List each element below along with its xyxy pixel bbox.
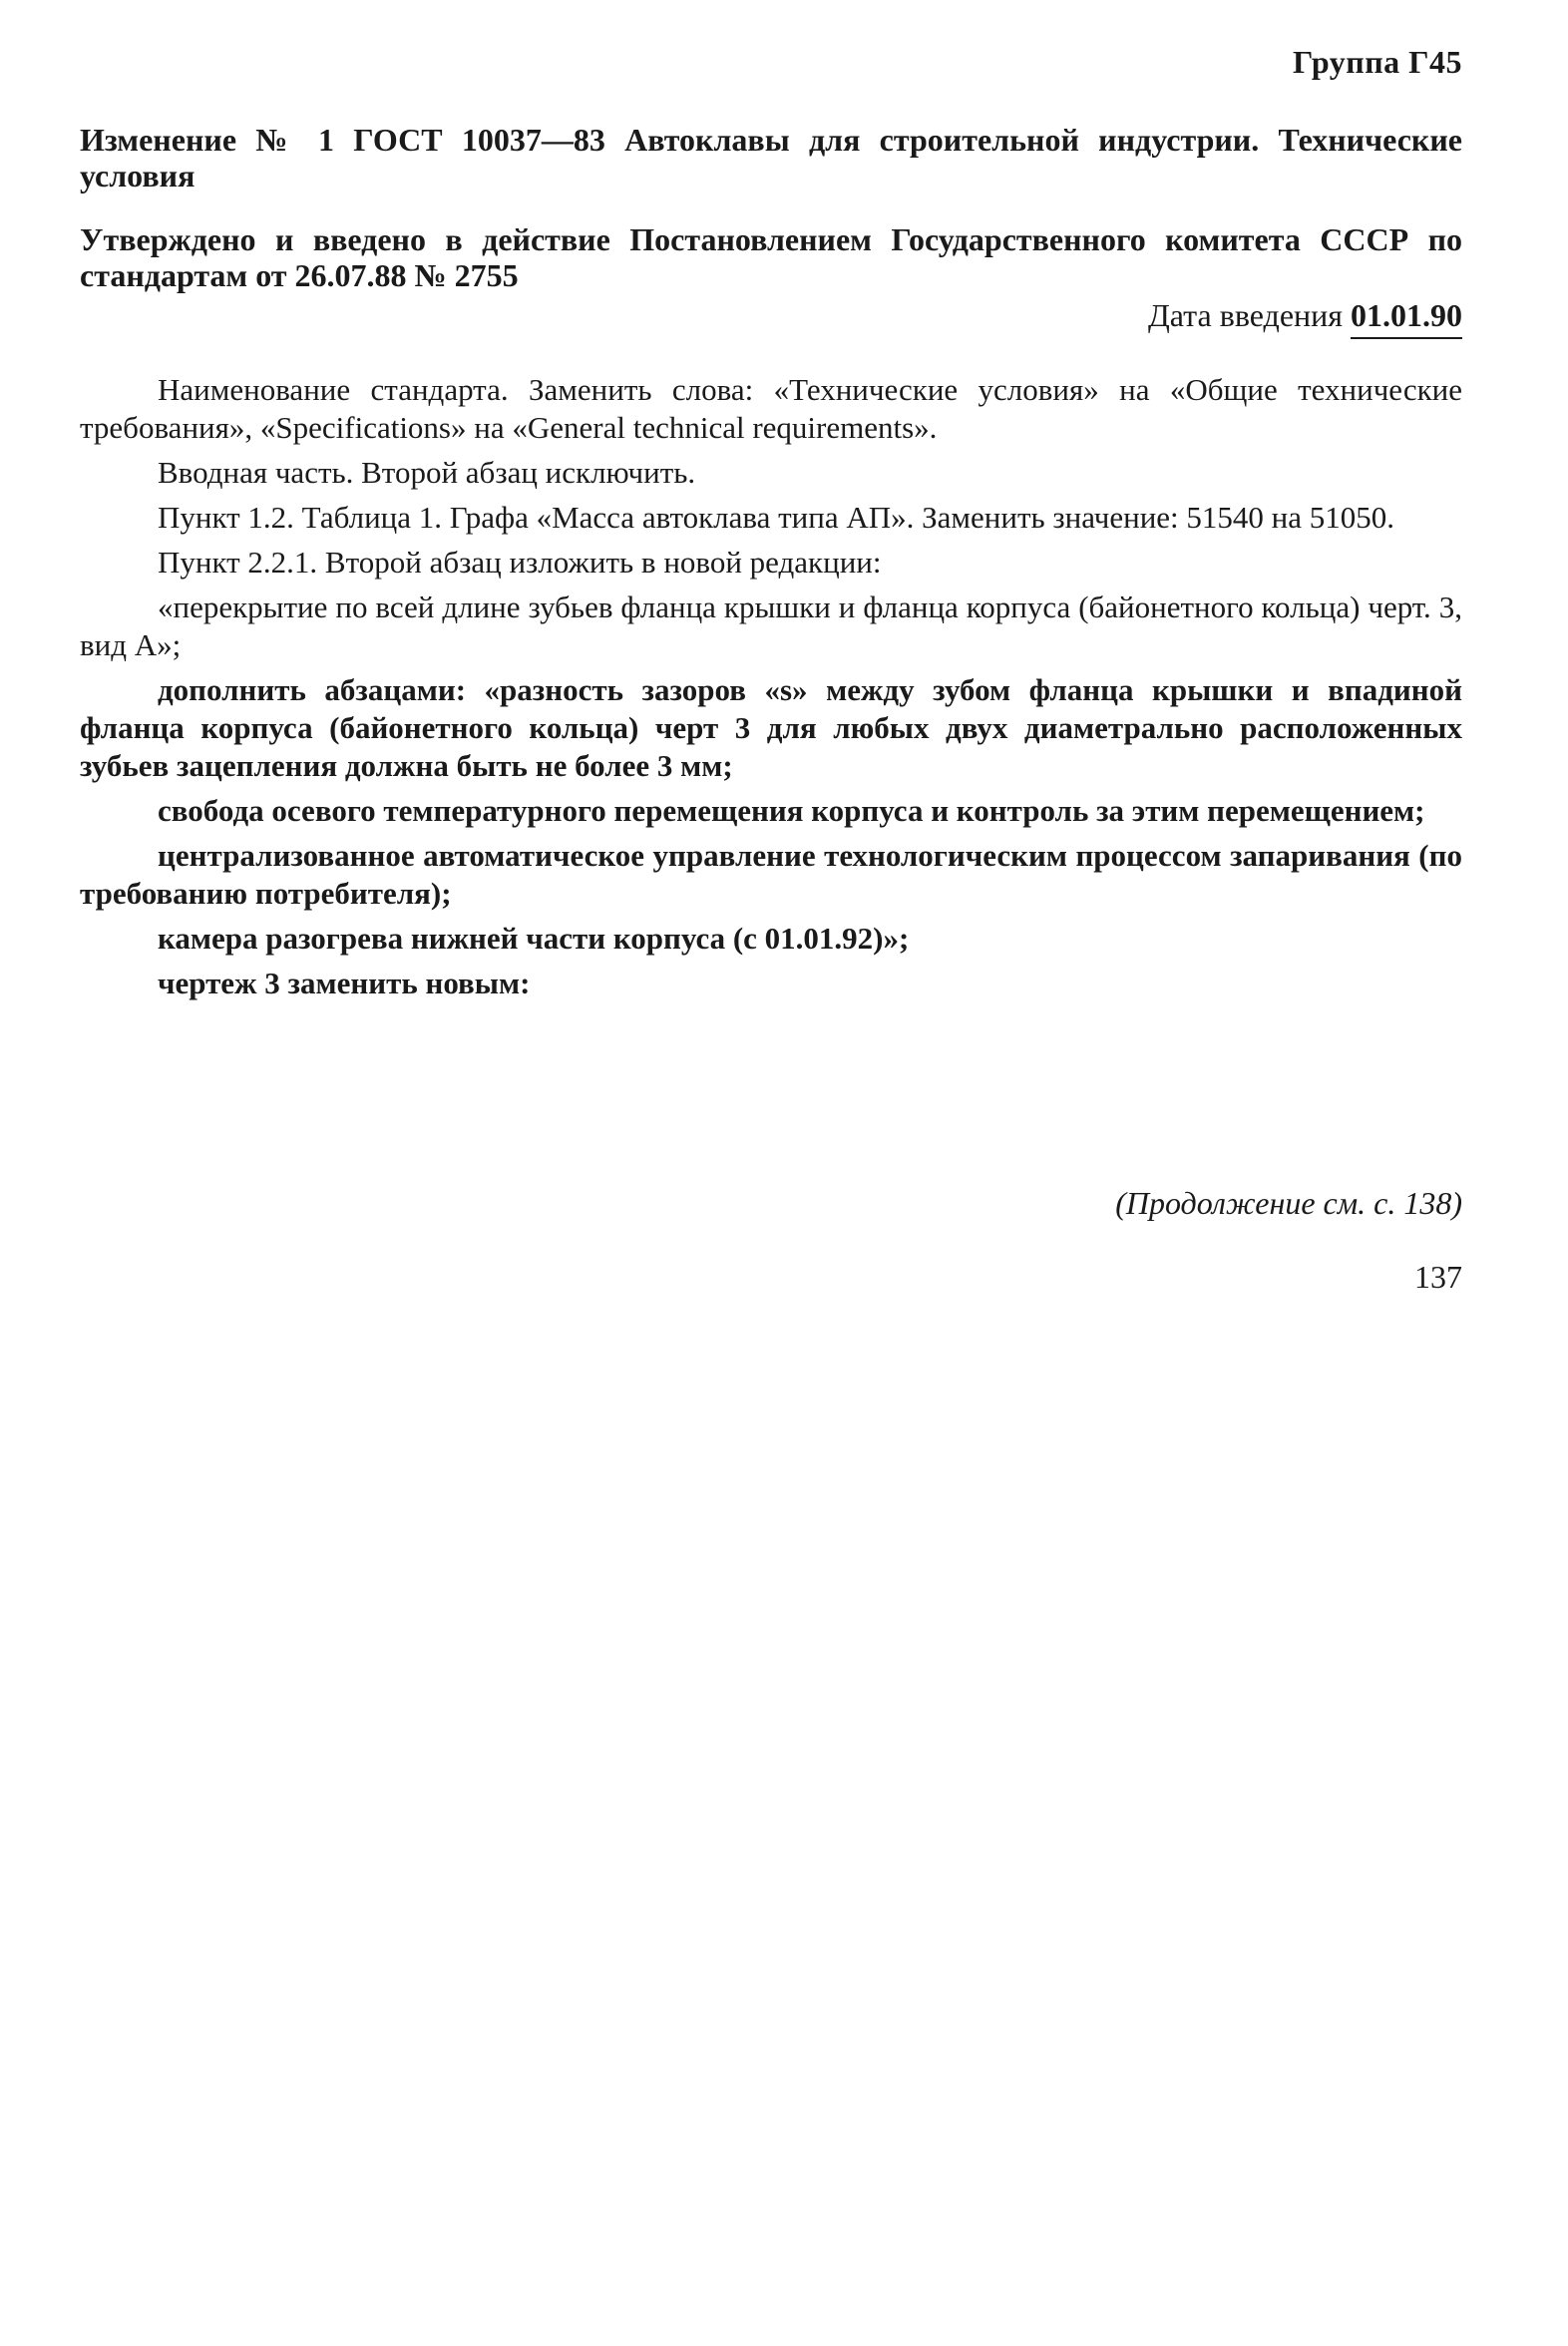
paragraph-overlap: «перекрытие по всей длине зубьев фланца крышки и фланца корпуса (байонетного кольца) черт. 3, вид А»;: [80, 589, 1462, 662]
paragraph-gap-difference: дополнить абзацами: «разность зазоров «s» между зубом фланца крышки и впадиной фланца корпуса (байонетного кольца) черт 3 для любых двух диаметрально расположенных зубьев зацепления должна быть не более 3 мм;: [80, 672, 1462, 783]
introduction-date-value: 01.01.90: [1351, 297, 1462, 339]
paragraph-central-control: централизованное автоматическое управление технологическим процессом запаривания (по требованию потребителя);: [80, 838, 1462, 911]
paragraph-clause-1-2: Пункт 1.2. Таблица 1. Графа «Масса автоклава типа АП». Заменить значение: 51540 на 51050.: [158, 500, 1394, 535]
amendment-body: [80, 371, 1462, 1009]
paragraph-clause-2-2-1: Пункт 2.2.1. Второй абзац изложить в новой редакции:: [158, 545, 882, 580]
paragraph-standard-name: Наименование стандарта. Заменить слова: «Технические условия» на «Общие технические требования», «Specifications» на «General technical requirements».: [80, 372, 1462, 445]
paragraph-intro-part: Вводная часть. Второй абзац исключить.: [158, 455, 696, 490]
introduction-date: [1148, 297, 1462, 333]
page-number: 137: [1414, 1259, 1462, 1295]
continuation-note: (Продолжение см. с. 138): [1115, 1185, 1462, 1221]
introduction-date-label: Дата введения: [1147, 297, 1343, 333]
paragraph-axial-movement: свобода осевого температурного перемещения корпуса и контроль за этим перемещением;: [158, 793, 1425, 828]
group-label: Группа Г45: [1293, 44, 1462, 80]
paragraph-heating-chamber: камера разогрева нижней части корпуса (с 01.01.92)»;: [158, 921, 910, 956]
approval-statement: Утверждено и введено в действие Постановлением Государственного комитета СССР по стандартам от 26.07.88 № 2755: [80, 221, 1462, 293]
paragraph-drawing-replace: чертеж 3 заменить новым:: [158, 966, 531, 1000]
document-title: Изменение № 1 ГОСТ 10037—83 Автоклавы для строительной индустрии. Технические условия: [80, 122, 1462, 194]
